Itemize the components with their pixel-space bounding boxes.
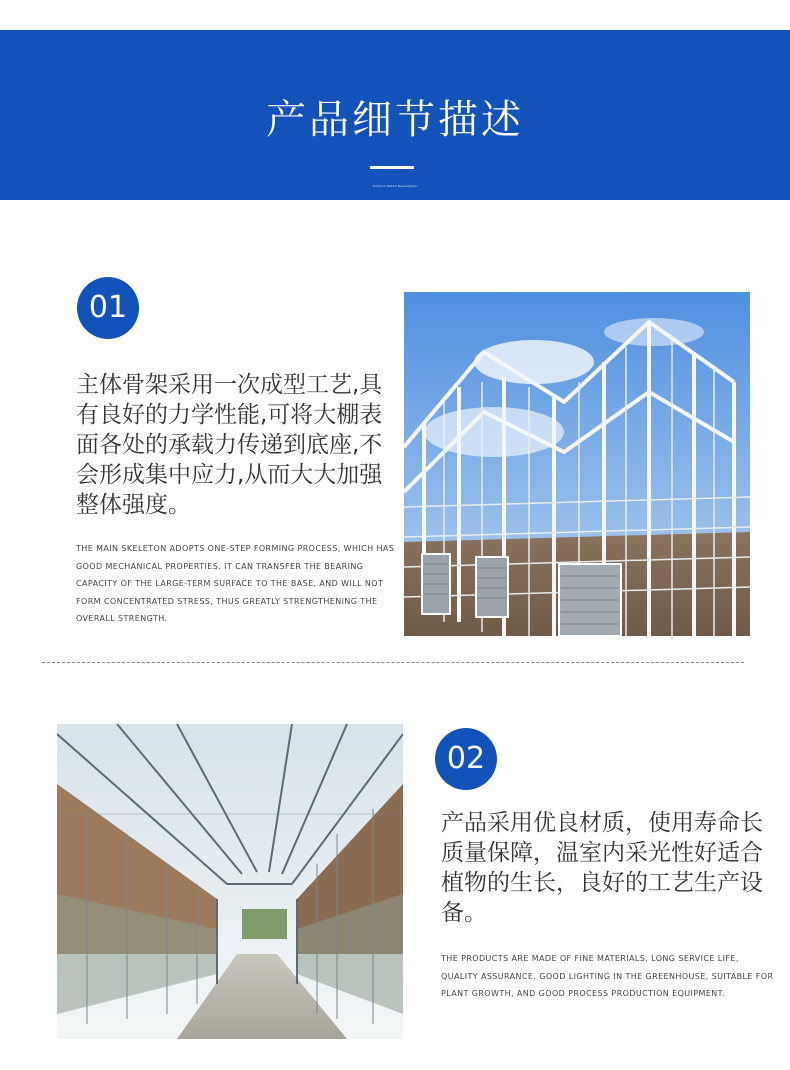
section-divider <box>42 662 744 663</box>
section-description-cn: 产品采用优良材质，使用寿命长质量保障，温室内采光性好适合植物的生长，良好的工艺生产设备。 <box>441 810 763 926</box>
page-title: 产品细节描述 <box>266 97 524 143</box>
section-description-en: THE PRODUCTS ARE MADE OF FINE MATERIALS, LONG SERVICE LIFE, QUALITY ASSURANCE, GOOD LIGHTING IN THE GREENHOUSE, SUITABLE FOR PLANT GROWTH, AND GOOD PROCESS PRODUCTION EQUIPMENT. <box>441 954 774 998</box>
greenhouse-frame-photo <box>404 292 750 636</box>
section-number-badge: 01 <box>77 277 139 339</box>
section-description-en: THE MAIN SKELETON ADOPTS ONE-STEP FORMING PROCESS, WHICH HAS GOOD MECHANICAL PROPERTIES. IT CAN TRANSFER THE BEARING CAPACITY OF THE LARGE-TERM SURFACE TO THE BASE, AND WILL NOT FORM CONCENTRATED STRESS, THUS GREATLY STRENGTHENING THE OVERALL STRENGTH. <box>76 544 395 623</box>
title-underline <box>370 166 414 169</box>
section-number-badge: 02 <box>435 728 497 790</box>
greenhouse-interior-photo <box>57 724 403 1039</box>
page-subtitle: Product Detail Description <box>372 184 418 188</box>
header-banner <box>0 30 790 200</box>
section-description-cn: 主体骨架采用一次成型工艺,具有良好的力学性能,可将大棚表面各处的承载力传递到底座,不会形成集中应力,从而大大加强整体强度。 <box>76 372 383 518</box>
